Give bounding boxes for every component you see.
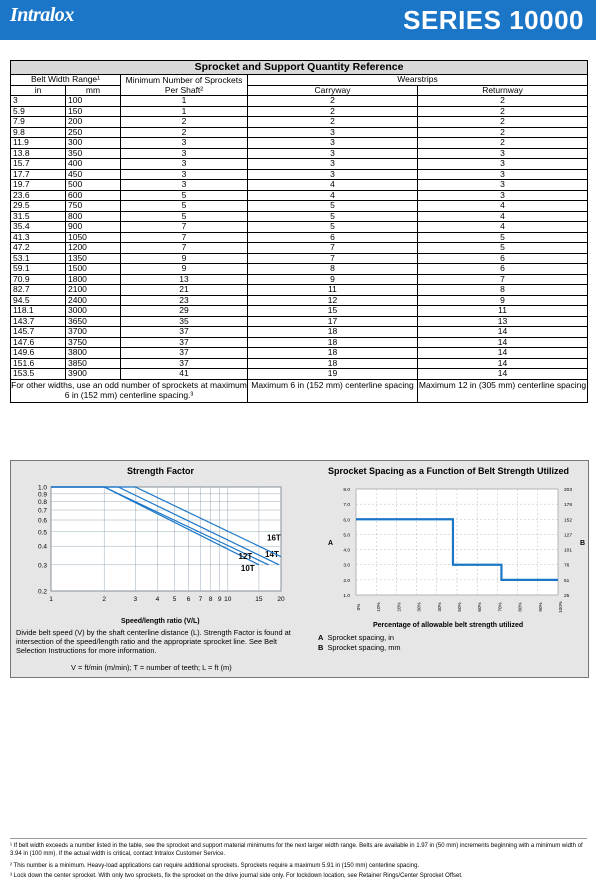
cell-mm: 3800: [66, 348, 121, 359]
x-tick-label: 0%: [356, 603, 361, 611]
cell-carryway: 7: [248, 253, 418, 264]
cell-in: 29.5: [11, 201, 66, 212]
x-tick-label: 5: [172, 596, 177, 603]
cell-carryway: 2: [248, 96, 418, 107]
legend-a-key: A: [318, 633, 324, 642]
table-row: [11, 327, 588, 338]
table-row: [11, 316, 588, 327]
table-title: Sprocket and Support Quantity Reference: [11, 61, 588, 75]
cell-returnway: 5: [418, 243, 588, 254]
cell-returnway: 3: [418, 159, 588, 170]
cell-mm: 200: [66, 117, 121, 128]
cell-carryway: 3: [248, 138, 418, 149]
x-tick-label: 2: [102, 596, 107, 603]
table-row: [11, 369, 588, 380]
cell-mm: 3000: [66, 306, 121, 317]
cell-mm: 1050: [66, 232, 121, 243]
cell-mm: 2400: [66, 295, 121, 306]
table-row: [11, 222, 588, 233]
cell-mm: 300: [66, 138, 121, 149]
table-row: [11, 295, 588, 306]
cell-returnway: 11: [418, 306, 588, 317]
cell-returnway: 6: [418, 264, 588, 275]
y-tick-label-left: 2.0: [343, 578, 350, 584]
cell-sprockets: 21: [121, 285, 248, 296]
cell-mm: 100: [66, 96, 121, 107]
table-row: [11, 117, 588, 128]
table-row: [11, 148, 588, 159]
x-tick-label: 80%: [517, 602, 523, 612]
series-label-10t: 10T: [240, 563, 255, 573]
y-tick-label: 0.5: [37, 529, 47, 537]
cell-sprockets: 37: [121, 327, 248, 338]
footer-sprockets: For other widths, use an odd number of sprockets at maximum 6 in (152 mm) centerline spacing.³: [11, 379, 248, 402]
col-wearstrips: Wearstrips: [248, 75, 588, 86]
sprocket-support-table: [10, 60, 588, 403]
cell-sprockets: 3: [121, 169, 248, 180]
cell-mm: 3900: [66, 369, 121, 380]
legend-b-key: B: [318, 643, 324, 652]
spacing-chart-title: Sprocket Spacing as a Function of Belt Strength Utilized: [328, 466, 570, 476]
cell-returnway: 14: [418, 369, 588, 380]
cell-in: 94.5: [11, 295, 66, 306]
plot-area: [51, 487, 281, 591]
cell-returnway: 2: [418, 96, 588, 107]
y-tick-label: 0.2: [37, 588, 47, 596]
footer-carryway: Maximum 6 in (152 mm) centerline spacing: [248, 379, 418, 402]
table-row: [11, 337, 588, 348]
strength-factor-title: Strength Factor: [127, 466, 195, 476]
cell-in: 13.8: [11, 148, 66, 159]
table-row: [11, 243, 588, 254]
cell-mm: 3650: [66, 316, 121, 327]
cell-returnway: 13: [418, 316, 588, 327]
cell-sprockets: 7: [121, 222, 248, 233]
cell-sprockets: 3: [121, 159, 248, 170]
table-row: [11, 190, 588, 201]
legend-a-text: Sprocket spacing, in: [327, 633, 395, 642]
col-belt-width: Belt Width Range¹: [11, 75, 121, 86]
table-row: [11, 159, 588, 170]
cell-returnway: 3: [418, 148, 588, 159]
cell-in: 143.7: [11, 316, 66, 327]
figures-panel: [10, 460, 589, 678]
cell-sprockets: 29: [121, 306, 248, 317]
y-tick-label-left: 5.0: [343, 533, 350, 539]
cell-sprockets: 9: [121, 253, 248, 264]
cell-mm: 2100: [66, 285, 121, 296]
table-row: [11, 211, 588, 222]
cell-carryway: 3: [248, 127, 418, 138]
sprocket-spacing-chart: [308, 481, 588, 626]
col-returnway: Returnway: [418, 85, 588, 96]
cell-carryway: 18: [248, 327, 418, 338]
table-row: [11, 253, 588, 264]
cell-carryway: 4: [248, 180, 418, 191]
y-tick-label: 0.9: [37, 491, 47, 499]
cell-carryway: 5: [248, 211, 418, 222]
y-tick-label: 0.8: [37, 498, 47, 506]
intralox-logo: Intralox: [10, 4, 74, 26]
cell-sprockets: 3: [121, 148, 248, 159]
x-tick-label: 100%: [558, 601, 563, 613]
col-in: in: [11, 85, 66, 96]
cell-carryway: 12: [248, 295, 418, 306]
cell-sprockets: 5: [121, 211, 248, 222]
cell-returnway: 6: [418, 253, 588, 264]
cell-carryway: 8: [248, 264, 418, 275]
y-tick-label-left: 1.0: [343, 594, 350, 599]
cell-returnway: 14: [418, 327, 588, 338]
table-row: [11, 274, 588, 285]
x-tick-label: 4: [155, 596, 160, 603]
cell-sprockets: 5: [121, 201, 248, 212]
table-row: [11, 232, 588, 243]
y-tick-label-left: 3.0: [343, 563, 350, 569]
cell-in: 23.6: [11, 190, 66, 201]
x-tick-label: 1: [49, 596, 53, 603]
cell-mm: 3850: [66, 358, 121, 369]
cell-in: 147.6: [11, 337, 66, 348]
strength-note: Divide belt speed (V) by the shaft centerline distance (L). Strength Factor is found at intersection of the speed/length ratio and the appropriate sprocket line. See Belt Selection Instructions for more information.: [16, 628, 291, 655]
cell-sprockets: 3: [121, 138, 248, 149]
x-tick-label: 30%: [416, 602, 422, 612]
cell-sprockets: 5: [121, 190, 248, 201]
cell-mm: 400: [66, 159, 121, 170]
cell-mm: 1350: [66, 253, 121, 264]
cell-in: 82.7: [11, 285, 66, 296]
spacing-legend-a: [318, 633, 394, 642]
x-tick-label: 20%: [396, 602, 402, 612]
cell-sprockets: 37: [121, 348, 248, 359]
table-row: [11, 285, 588, 296]
cell-in: 149.6: [11, 348, 66, 359]
cell-in: 151.6: [11, 358, 66, 369]
cell-sprockets: 3: [121, 180, 248, 191]
cell-carryway: 4: [248, 190, 418, 201]
cell-carryway: 9: [248, 274, 418, 285]
cell-carryway: 5: [248, 222, 418, 233]
cell-in: 9.8: [11, 127, 66, 138]
cell-carryway: 6: [248, 232, 418, 243]
series-label-14t: 14T: [265, 549, 279, 559]
y-tick-label: 1.0: [37, 484, 47, 492]
cell-returnway: 4: [418, 201, 588, 212]
cell-in: 47.2: [11, 243, 66, 254]
y-tick-label-left: 6.0: [343, 518, 350, 524]
table-row: [11, 201, 588, 212]
y-tick-label: 0.7: [37, 507, 47, 515]
cell-carryway: 3: [248, 148, 418, 159]
y-tick-label-left: 4.0: [343, 548, 350, 554]
x-tick-label: 6: [186, 596, 191, 603]
cell-mm: 800: [66, 211, 121, 222]
cell-sprockets: 37: [121, 358, 248, 369]
footnote-1: ¹ If belt width exceeds a number listed in the table, see the sprocket and support material minimums for the next larger width range. Belts are available in 1.97 in (50 mm) increments beginning with a minimum width of 3.94 in (100 mm). If the actual width is critical, contact Intralox Customer Service.: [10, 843, 583, 857]
x-tick-label: 60%: [477, 602, 483, 612]
cell-returnway: 8: [418, 285, 588, 296]
table-row: [11, 348, 588, 359]
cell-mm: 3750: [66, 337, 121, 348]
y-tick-label: 0.3: [37, 562, 47, 570]
x-tick-label: 8: [208, 596, 213, 603]
cell-in: 31.5: [11, 211, 66, 222]
cell-mm: 250: [66, 127, 121, 138]
y-tick-label-right: 76: [564, 563, 570, 569]
cell-returnway: 2: [418, 127, 588, 138]
strength-formula: V = ft/min (m/min); T = number of teeth; L = ft (m): [71, 663, 232, 672]
y-tick-label-right: 203: [564, 488, 573, 493]
x-tick-label: 20: [277, 596, 285, 603]
strength-factor-chart: [11, 481, 307, 631]
x-tick-label: 40%: [436, 602, 442, 612]
cell-sprockets: 2: [121, 117, 248, 128]
cell-returnway: 2: [418, 117, 588, 128]
cell-returnway: 14: [418, 337, 588, 348]
cell-in: 7.9: [11, 117, 66, 128]
cell-sprockets: 35: [121, 316, 248, 327]
y-tick-label-left: 7.0: [343, 503, 350, 509]
cell-returnway: 7: [418, 274, 588, 285]
y-tick-label: 0.4: [37, 543, 47, 551]
col-min-sprockets: Minimum Number of Sprockets Per Shaft²: [121, 75, 248, 96]
cell-carryway: 18: [248, 337, 418, 348]
table-row: [11, 169, 588, 180]
cell-in: 153.5: [11, 369, 66, 380]
cell-in: 3: [11, 96, 66, 107]
table-row: [11, 127, 588, 138]
cell-carryway: 3: [248, 169, 418, 180]
table-row: [11, 180, 588, 191]
cell-carryway: 2: [248, 117, 418, 128]
cell-mm: 150: [66, 106, 121, 117]
cell-returnway: 4: [418, 211, 588, 222]
cell-returnway: 9: [418, 295, 588, 306]
y-tick-label: 0.6: [37, 517, 47, 525]
cell-in: 5.9: [11, 106, 66, 117]
cell-in: 35.4: [11, 222, 66, 233]
strength-xlabel: Speed/length ratio (V/L): [121, 618, 200, 625]
x-tick-label: 70%: [497, 602, 503, 612]
cell-in: 70.9: [11, 274, 66, 285]
cell-sprockets: 9: [121, 264, 248, 275]
y-tick-label-right: 101: [564, 548, 573, 554]
cell-returnway: 14: [418, 358, 588, 369]
cell-mm: 600: [66, 190, 121, 201]
cell-in: 59.1: [11, 264, 66, 275]
axis-label-a: A: [328, 540, 334, 547]
cell-sprockets: 1: [121, 96, 248, 107]
cell-in: 118.1: [11, 306, 66, 317]
cell-sprockets: 2: [121, 127, 248, 138]
cell-carryway: 7: [248, 243, 418, 254]
table-row: [11, 306, 588, 317]
x-tick-label: 90%: [537, 602, 543, 612]
x-tick-label: 3: [133, 596, 138, 603]
spacing-legend-b: [318, 643, 401, 652]
cell-sprockets: 41: [121, 369, 248, 380]
cell-carryway: 18: [248, 358, 418, 369]
y-tick-label-right: 127: [564, 533, 573, 539]
header-bar: [0, 0, 596, 40]
cell-in: 19.7: [11, 180, 66, 191]
cell-carryway: 5: [248, 201, 418, 212]
footnote-3: ³ Lock down the center sprocket. With only two sprockets, fix the sprocket on the drive journal side only. For lockdown location, see Retainer Rings/Center Sprocket Offset.: [10, 873, 463, 879]
cell-carryway: 18: [248, 348, 418, 359]
x-tick-label: 10%: [376, 602, 382, 612]
cell-sprockets: 13: [121, 274, 248, 285]
cell-sprockets: 7: [121, 243, 248, 254]
x-tick-label: 15: [255, 596, 263, 603]
cell-carryway: 3: [248, 159, 418, 170]
cell-sprockets: 37: [121, 337, 248, 348]
x-tick-label: 50%: [457, 602, 462, 612]
x-tick-label: 10: [224, 596, 232, 603]
cell-returnway: 2: [418, 138, 588, 149]
cell-returnway: 3: [418, 180, 588, 191]
cell-in: 17.7: [11, 169, 66, 180]
cell-carryway: 17: [248, 316, 418, 327]
y-tick-label-right: 51: [564, 578, 570, 584]
series-label-16t: 16T: [267, 533, 281, 543]
footer-returnway: Maximum 12 in (305 mm) centerline spacing: [418, 379, 588, 402]
footnote-2: ² This number is a minimum. Heavy-load applications can require additional sprockets. Sprockets require a maximum 5.91 in (150 mm) centerline spacing.: [10, 863, 420, 869]
table-row: [11, 96, 588, 107]
cell-returnway: 5: [418, 232, 588, 243]
cell-mm: 500: [66, 180, 121, 191]
table-row: [11, 264, 588, 275]
axis-label-b: B: [580, 540, 586, 547]
cell-returnway: 2: [418, 106, 588, 117]
cell-carryway: 19: [248, 369, 418, 380]
cell-mm: 1800: [66, 274, 121, 285]
cell-mm: 750: [66, 201, 121, 212]
spacing-xlabel: Percentage of allowable belt strength utilized: [373, 622, 524, 629]
col-mm: mm: [66, 85, 121, 96]
cell-mm: 1500: [66, 264, 121, 275]
y-tick-label-right: 152: [564, 518, 573, 524]
cell-returnway: 14: [418, 348, 588, 359]
y-tick-label-right: 178: [564, 503, 573, 509]
legend-b-text: Sprocket spacing, mm: [327, 643, 401, 652]
footnote-rule: [10, 838, 587, 839]
cell-returnway: 3: [418, 169, 588, 180]
cell-carryway: 11: [248, 285, 418, 296]
y-tick-label-right: 25: [564, 594, 570, 599]
series-label-12t: 12T: [238, 551, 253, 561]
cell-sprockets: 23: [121, 295, 248, 306]
table-row: [11, 138, 588, 149]
cell-mm: 1200: [66, 243, 121, 254]
col-carryway: Carryway: [248, 85, 418, 96]
cell-in: 15.7: [11, 159, 66, 170]
table-row: [11, 358, 588, 369]
cell-in: 53.1: [11, 253, 66, 264]
cell-carryway: 2: [248, 106, 418, 117]
cell-in: 41.3: [11, 232, 66, 243]
cell-mm: 900: [66, 222, 121, 233]
cell-in: 11.9: [11, 138, 66, 149]
series-title: SERIES 10000: [403, 5, 584, 35]
table-body: [11, 96, 588, 380]
cell-mm: 450: [66, 169, 121, 180]
cell-sprockets: 1: [121, 106, 248, 117]
table-row: [11, 106, 588, 117]
cell-returnway: 3: [418, 190, 588, 201]
cell-mm: 350: [66, 148, 121, 159]
cell-returnway: 4: [418, 222, 588, 233]
cell-in: 145.7: [11, 327, 66, 338]
y-tick-label-left: 8.0: [343, 488, 350, 493]
x-tick-label: 7: [198, 596, 203, 603]
cell-carryway: 15: [248, 306, 418, 317]
cell-mm: 3700: [66, 327, 121, 338]
cell-sprockets: 7: [121, 232, 248, 243]
x-tick-label: 9: [217, 596, 222, 603]
